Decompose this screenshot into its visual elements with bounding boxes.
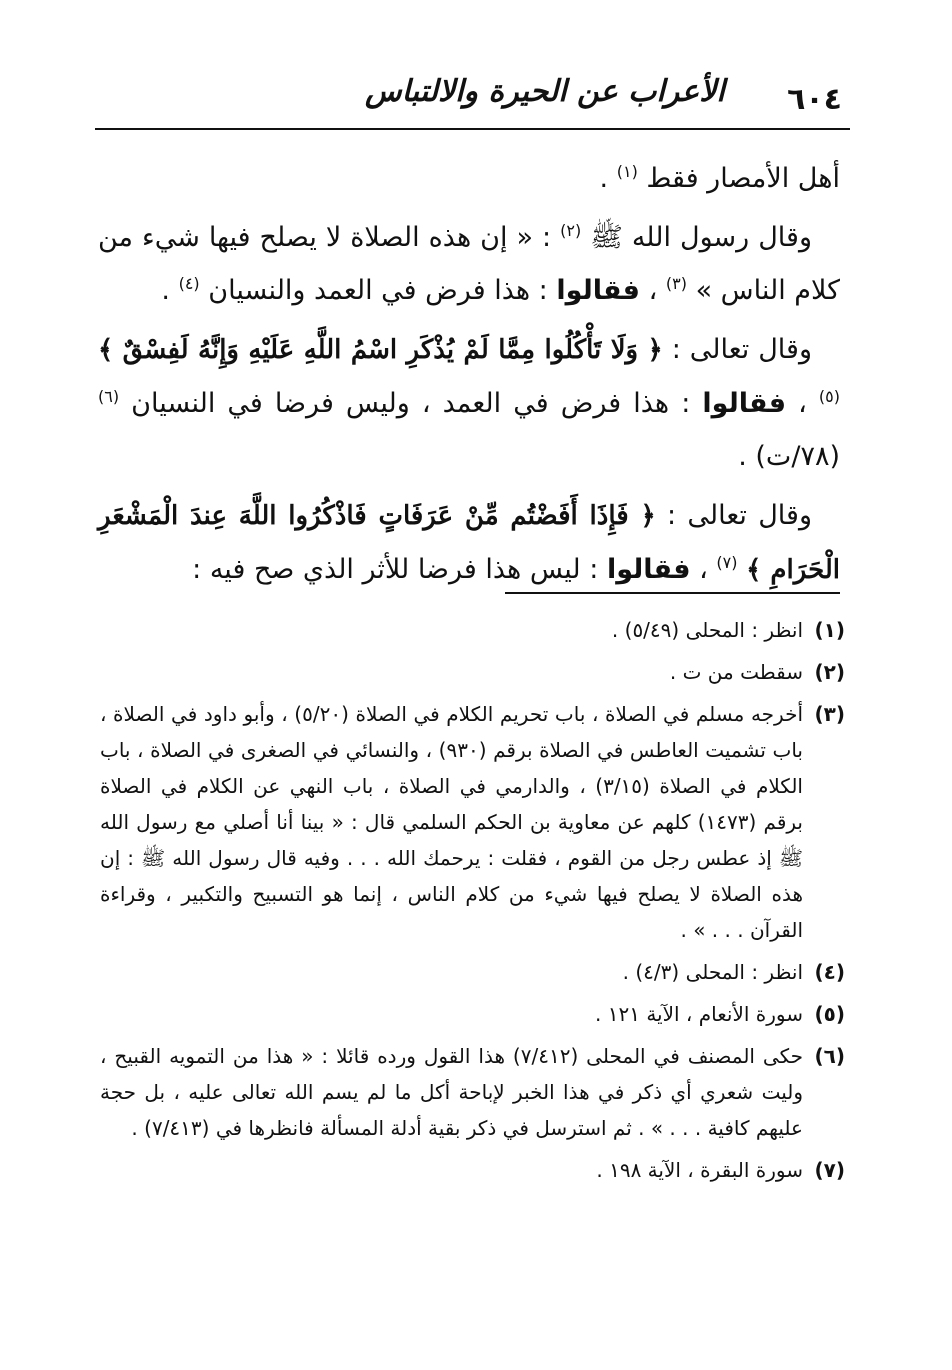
footnote-ref: (٥) <box>818 387 840 406</box>
footnote <box>100 954 845 990</box>
footnote <box>100 654 845 690</box>
said-keyword: فقالوا <box>556 275 640 306</box>
footnote-number: (٢) <box>814 660 845 684</box>
footnote-text: انظر : المحلى (٥/٤٩) . <box>611 618 803 642</box>
footnote <box>100 1152 845 1188</box>
page-header <box>95 64 850 134</box>
footnote-text: سورة الأنعام ، الآية ١٢١ . <box>595 1002 803 1026</box>
footnote-number: (٦) <box>814 1044 845 1068</box>
footnote-divider <box>505 592 840 594</box>
main-text <box>98 152 840 603</box>
said-keyword: فقالوا <box>606 554 691 585</box>
footnote-number: (٥) <box>814 1002 845 1026</box>
footnote-ref: (٦) <box>98 387 120 406</box>
footnote <box>100 696 845 948</box>
footnote-number: (٤) <box>814 960 845 984</box>
paragraph-2: وقال رسول الله ﷺ $^{(٢)}$ : « إن هذه الصلاة لا يصلح فيها شيء من كلام الناس » $^{(٣)}$ ، فقالوا : هذا فرض في العمد والنسيان $^{(٤)}$ . <box>98 221 840 306</box>
footnote-text: سقطت من ت . <box>669 660 803 684</box>
footnote-text: سورة البقرة ، الآية ١٩٨ . <box>596 1158 803 1182</box>
footnote <box>100 1038 845 1146</box>
paragraph-4: وقال تعالى : ﴿ فَإِذَا أَفَضْتُم مِّنْ عَرَفَاتٍ فَاذْكُرُوا اللَّهَ عِندَ الْمَشْعَرِ الْحَرَامِ ﴾ $^{(٧)}$ ، فقالوا : ليس هذا فرضا للأثر الذي صح فيه : <box>98 500 840 585</box>
footnote-number: (٧) <box>814 1158 845 1182</box>
footnote <box>100 612 845 648</box>
footnote-ref: (٣) <box>665 274 687 293</box>
footnote-text: حكى المصنف في المحلى (٧/٤١٢) هذا القول ورده قائلا : « هذا من التمويه القبيح ، وليت شعري أي ذكر في هذا الخبر لإباحة أكل ما لم يسم الله تعالى عليه ، بل حجة عليهم كافية . . . » . ثم استرسل في ذكر بقية أدلة المسألة فانظرها في (٧/٤١٣) . <box>100 1044 803 1140</box>
footnote-number: (١) <box>814 618 845 642</box>
quran-verse: ﴿ وَلَا تَأْكُلُوا مِمَّا لَمْ يُذْكَرِ اسْمُ اللَّهِ عَلَيْهِ وَإِنَّهُ لَفِسْقٌ ﴾ <box>98 335 663 365</box>
footnote-number: (٣) <box>814 702 845 726</box>
footnote-ref: (٢) <box>560 221 582 240</box>
footnotes <box>100 612 845 1194</box>
footnote-ref: (١) <box>616 162 638 181</box>
footnote-text: أخرجه مسلم في الصلاة ، باب تحريم الكلام في الصلاة (٥/٢٠) ، وأبو داود في الصلاة ، باب تشميت العاطس في الصلاة برقم (٩٣٠) ، والنسائي في الصغرى في الصلاة ، باب الكلام في الصلاة (٣/١٥) ، والدارمي في الصلاة ، باب النهي عن الكلام في الصلاة برقم (١٤٧٣) كلهم عن معاوية بن الحكم السلمي قال : « بينا أنا أصلي مع رسول الله ﷺ إذ عطس رجل من القوم ، فقلت : يرحمك الله . . . وفيه قال رسول الله ﷺ : إن هذه الصلاة لا يصلح فيها شيء من كلام الناس ، إنما هو التسبيح والتكبير ، وقراءة القرآن . . . » . <box>100 702 803 942</box>
page-number: ٦٠٤ <box>787 82 842 117</box>
footnote-ref: (٤) <box>178 274 200 293</box>
paragraph-3: وقال تعالى : ﴿ وَلَا تَأْكُلُوا مِمَّا لَمْ يُذْكَرِ اسْمُ اللَّهِ عَلَيْهِ وَإِنَّهُ لَفِسْقٌ ﴾ $^{(٥)}$ ، فقالوا : هذا فرض في العمد ، وليس فرضا في النسيان $^{(٦)}$ (٧٨/ت) . <box>98 334 840 472</box>
footnote-text: انظر : المحلى (٤/٣) . <box>622 960 803 984</box>
header-divider <box>95 128 850 130</box>
footnote-ref: (٧) <box>716 553 738 572</box>
book-title: الأعراب عن الحيرة والالتباس <box>365 74 725 109</box>
footnote <box>100 996 845 1032</box>
said-keyword: فقالوا <box>702 388 786 419</box>
quran-verse: ﴿ فَإِذَا أَفَضْتُم مِّنْ عَرَفَاتٍ فَاذْكُرُوا اللَّهَ عِندَ الْمَشْعَرِ الْحَرَامِ ﴾ <box>98 501 840 585</box>
paragraph-1: أهل الأمصار فقط $^{(١)}$ . <box>599 162 840 194</box>
